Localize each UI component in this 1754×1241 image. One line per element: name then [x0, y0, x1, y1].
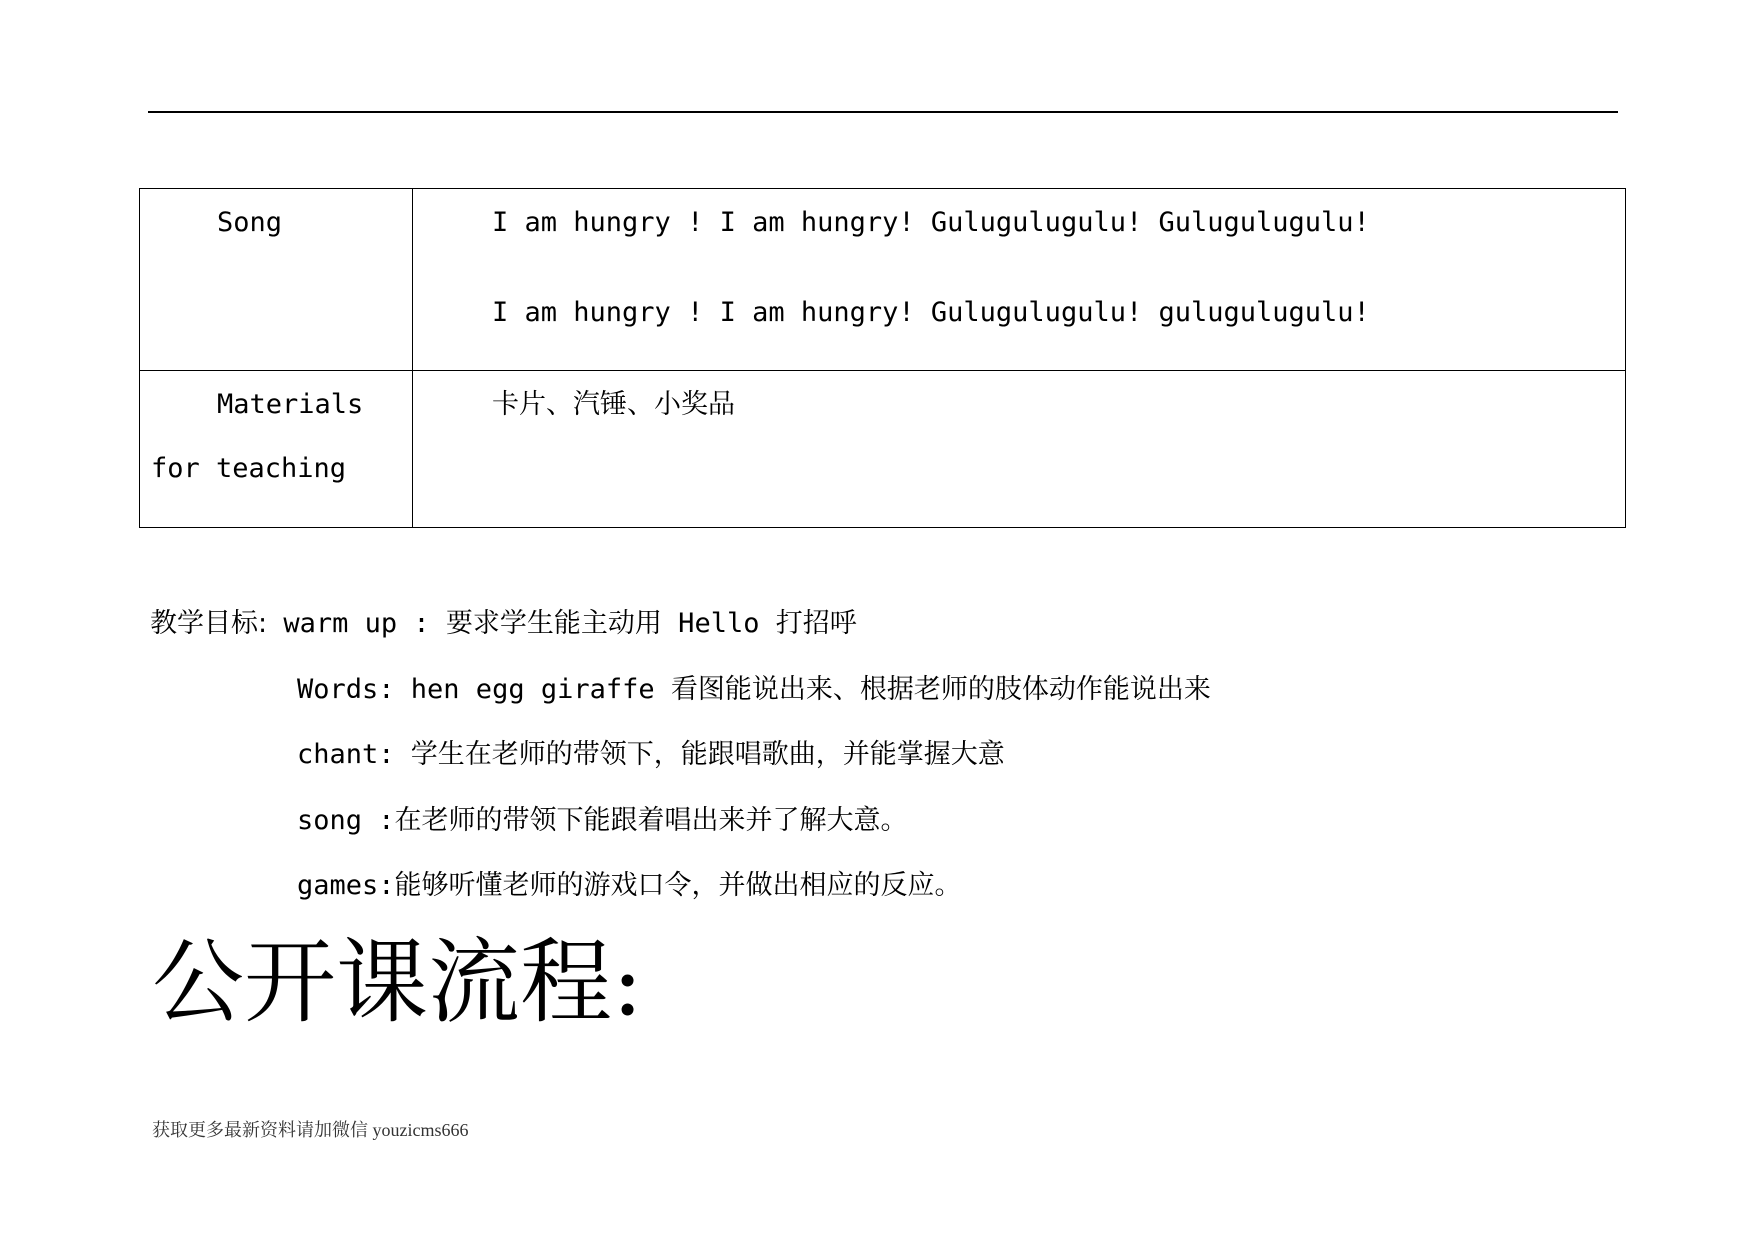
objective-games: games:能够听懂老师的游戏口令，并做出相应的反应。 [297, 870, 962, 901]
objective-song: song :在老师的带领下能跟着唱出来并了解大意。 [297, 805, 908, 836]
table-cell-content [413, 189, 1626, 371]
table-cell-label [140, 189, 413, 371]
table-row-song [140, 189, 1626, 371]
objectives-intro [150, 605, 857, 643]
song-lyric-line: I am hungry ! I am hungry! Gulugulugulu! Gulugulugulu! [492, 207, 1370, 238]
objectives-warmup: warm up : 要求学生能主动用 Hello 打招呼 [283, 608, 857, 639]
materials-label-line2: for teaching [151, 453, 347, 484]
song-label: Song [217, 207, 283, 238]
objective-chant: chant: 学生在老师的带领下，能跟唱歌曲，并能掌握大意 [297, 739, 1005, 770]
table-row-materials [140, 371, 1626, 528]
song-lyric-line: I am hungry ! I am hungry! Gulugulugulu! gulugulugulu! [492, 297, 1370, 328]
table-cell-label [140, 371, 413, 528]
footer-note: 获取更多最新资料请加微信 youzicms666 [152, 1120, 469, 1140]
materials-list: 卡片、汽锤、小奖品 [492, 389, 735, 420]
objective-words: Words: hen egg giraffe 看图能说出来、根据老师的肢体动作能说出来 [297, 674, 1211, 705]
materials-label-line1: Materials [217, 389, 364, 420]
lesson-info-table [139, 188, 1626, 528]
header-rule [148, 111, 1618, 113]
objectives-label: 教学目标: [150, 608, 268, 639]
table-cell-content [413, 371, 1626, 528]
section-heading: 公开课流程: [152, 929, 643, 1036]
